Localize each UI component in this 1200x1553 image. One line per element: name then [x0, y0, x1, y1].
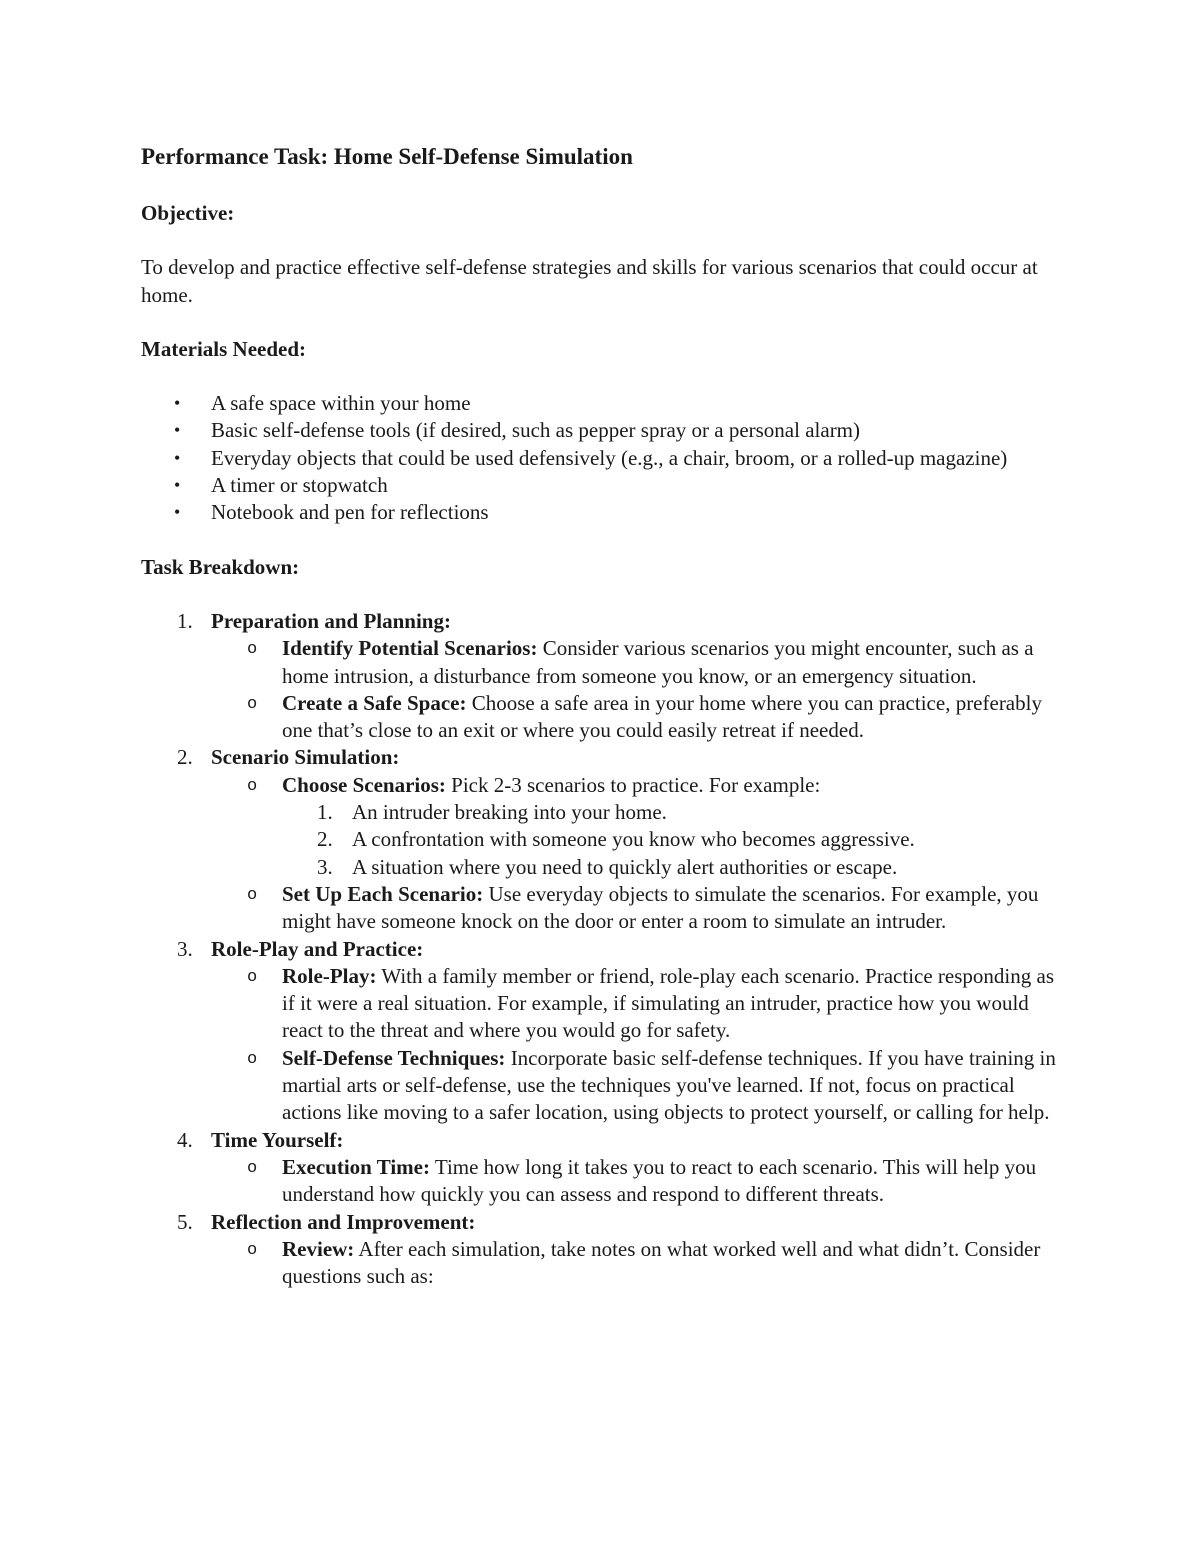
list-item-text: Everyday objects that could be used defensively (e.g., a chair, broom, or a rolled-up magazine): [211, 445, 1008, 470]
example-text: An intruder breaking into your home.: [352, 800, 667, 825]
step-item: [141, 936, 1061, 1127]
sub-item-text: With a family member or friend, role-play each scenario. Practice responding as if it were a real situation. For example, if simulating an intruder, practice how you would react to the threat and where you would go for safety.: [282, 963, 1054, 1043]
sub-item-text: After each simulation, take notes on what worked well and what didn’t. Consider questions such as:: [282, 1236, 1041, 1289]
sub-bullet-icon: o: [247, 1158, 258, 1178]
example-text: A confrontation with someone you know who becomes aggressive.: [352, 827, 915, 852]
list-item: [141, 390, 1061, 417]
examples-list: [282, 799, 1061, 881]
example-number: 2.: [317, 827, 333, 852]
sub-list: [211, 1154, 1061, 1209]
sub-item-label: Role-Play:: [282, 963, 377, 988]
materials-heading: Materials Needed:: [141, 336, 307, 361]
list-item-text: A timer or stopwatch: [211, 473, 388, 498]
step-number: 1.: [177, 608, 193, 633]
bullet-icon: •: [174, 447, 181, 468]
list-item: [141, 445, 1061, 472]
document-page: [141, 142, 1061, 1290]
list-item: [141, 417, 1061, 444]
sub-list: [211, 772, 1061, 936]
sub-item: [211, 635, 1061, 690]
sub-item-label: Choose Scenarios:: [282, 772, 446, 797]
bullet-icon: •: [174, 502, 181, 523]
sub-item-text: Time how long it takes you to react to each scenario. This will help you understand how quickly you can assess and respond to different threats.: [282, 1154, 1037, 1207]
sub-bullet-icon: o: [247, 967, 258, 987]
step-title: Reflection and Improvement:: [211, 1209, 476, 1234]
bullet-icon: •: [174, 475, 181, 496]
sub-item: [211, 772, 1061, 881]
step-title: Role-Play and Practice:: [211, 936, 424, 961]
list-item-text: Notebook and pen for reflections: [211, 500, 489, 525]
step-item: [141, 744, 1061, 935]
sub-item: [211, 963, 1061, 1045]
step-number: 3.: [177, 936, 193, 961]
sub-item-label: Identify Potential Scenarios:: [282, 636, 538, 661]
example-text: A situation where you need to quickly alert authorities or escape.: [352, 854, 898, 879]
bullet-icon: •: [174, 420, 181, 441]
sub-item-label: Self-Defense Techniques:: [282, 1045, 506, 1070]
sub-bullet-icon: o: [247, 1240, 258, 1260]
sub-item: [211, 1154, 1061, 1209]
list-item: [141, 472, 1061, 499]
example-item: [282, 826, 1061, 853]
sub-item-label: Execution Time:: [282, 1154, 430, 1179]
objective-text: To develop and practice effective self-defense strategies and skills for various scenarios that could occur at home.: [141, 255, 1038, 307]
step-number: 4.: [177, 1127, 193, 1152]
sub-list: [211, 635, 1061, 744]
example-number: 3.: [317, 854, 333, 879]
sub-item: [211, 881, 1061, 936]
objective-heading: Objective:: [141, 201, 235, 225]
sub-bullet-icon: o: [247, 1049, 258, 1069]
document-title: Performance Task: Home Self-Defense Simulation: [141, 144, 633, 169]
sub-bullet-icon: o: [247, 640, 258, 660]
sub-item: [211, 1236, 1061, 1291]
example-number: 1.: [317, 800, 333, 825]
list-item: [141, 499, 1061, 526]
sub-list: [211, 1236, 1061, 1291]
sub-bullet-icon: o: [247, 776, 258, 796]
step-item: [141, 608, 1061, 744]
sub-item-text: Pick 2-3 scenarios to practice. For example:: [445, 772, 821, 797]
bullet-icon: •: [174, 393, 181, 414]
sub-item-label: Create a Safe Space:: [282, 690, 467, 715]
step-title: Scenario Simulation:: [211, 745, 400, 770]
sub-list: [211, 963, 1061, 1127]
sub-bullet-icon: o: [247, 885, 258, 905]
sub-item-label: Review:: [282, 1236, 355, 1261]
step-item: [141, 1209, 1061, 1291]
sub-item: [211, 690, 1061, 745]
task-breakdown-heading: Task Breakdown:: [141, 554, 300, 579]
sub-item: [211, 1045, 1061, 1127]
list-item-text: A safe space within your home: [211, 391, 471, 416]
sub-item-text: Consider various scenarios you might encounter, such as a home intrusion, a disturbance from someone you know, or an emergency situation.: [282, 636, 1034, 688]
list-item-text: Basic self-defense tools (if desired, such as pepper spray or a personal alarm): [211, 418, 861, 443]
sub-item-label: Set Up Each Scenario:: [282, 881, 484, 906]
example-item: [282, 854, 1061, 881]
materials-list: [141, 390, 1061, 526]
task-steps-list: [141, 608, 1061, 1290]
example-item: [282, 799, 1061, 826]
step-title: Preparation and Planning:: [211, 608, 451, 633]
step-title: Time Yourself:: [211, 1127, 344, 1152]
sub-item-text: Use everyday objects to simulate the scenarios. For example, you might have someone knock on the door or enter a room to simulate an intruder.: [282, 881, 1039, 934]
step-number: 5.: [177, 1209, 193, 1234]
sub-item-text: Choose a safe area in your home where you can practice, preferably one that’s close to an exit or where you could easily retreat if needed.: [282, 690, 1042, 743]
step-number: 2.: [177, 745, 193, 770]
sub-bullet-icon: o: [247, 694, 258, 714]
step-item: [141, 1127, 1061, 1209]
sub-item-text: Incorporate basic self-defense techniques. If you have training in martial arts or self-defense, use the techniques you've learned. If not, focus on practical actions like moving to a safer location, using objects to protect yourself, or calling for help.: [282, 1045, 1056, 1125]
